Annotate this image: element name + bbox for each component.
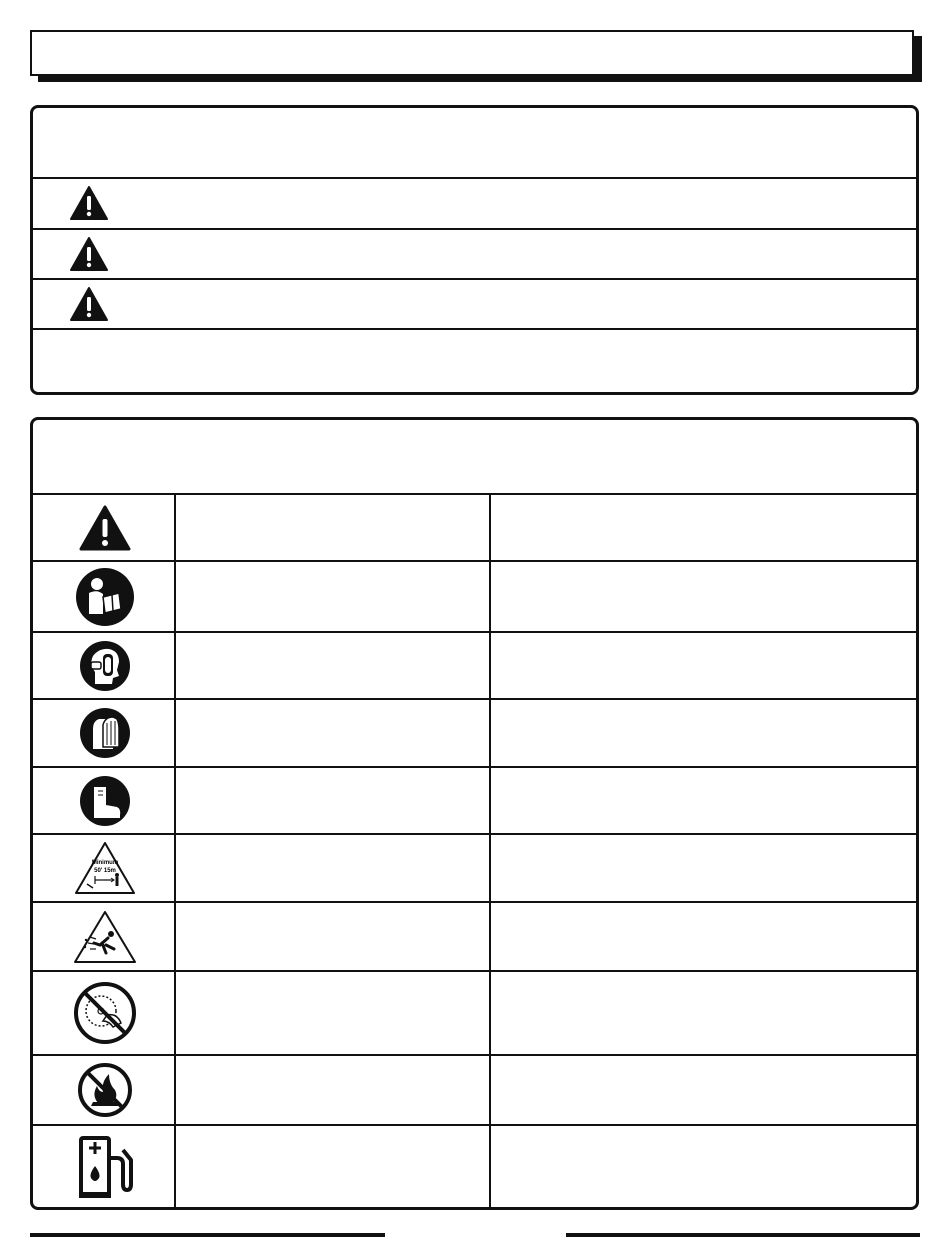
symbol-row bbox=[33, 700, 916, 766]
symbol-row bbox=[33, 1056, 916, 1124]
symbol-row bbox=[33, 1126, 916, 1207]
signal-row-2 bbox=[33, 230, 916, 278]
icon-distance-text: 50' 15m bbox=[93, 868, 116, 874]
symbol-row bbox=[33, 972, 916, 1054]
read-manual-icon bbox=[75, 567, 135, 627]
eye-ear-protection-icon bbox=[79, 640, 131, 692]
symbol-row bbox=[33, 835, 916, 901]
gloves-icon bbox=[79, 707, 131, 759]
no-fire-icon bbox=[77, 1062, 133, 1118]
warning-triangle-icon bbox=[69, 185, 109, 221]
signal-words-box bbox=[30, 105, 919, 395]
safety-symbols-box bbox=[30, 417, 919, 1210]
safety-alert-icon bbox=[78, 504, 132, 552]
signal-row-1 bbox=[33, 179, 916, 228]
warning-triangle-icon bbox=[69, 236, 109, 272]
fuel-pump-icon bbox=[75, 1134, 135, 1200]
signal-row-3 bbox=[33, 280, 916, 328]
keep-bystanders-away-icon bbox=[73, 840, 137, 896]
footer-rule-left bbox=[30, 1233, 385, 1237]
symbol-row bbox=[33, 903, 916, 970]
symbol-row bbox=[33, 633, 916, 698]
symbol-row bbox=[33, 562, 916, 631]
warning-triangle-icon bbox=[69, 286, 109, 322]
thrown-objects-icon bbox=[72, 909, 138, 965]
page-title-bar bbox=[30, 30, 914, 76]
symbol-row bbox=[33, 768, 916, 833]
boots-icon bbox=[79, 775, 131, 827]
footer-rule-right bbox=[566, 1233, 920, 1237]
no-blade-icon bbox=[73, 981, 137, 1045]
symbol-row bbox=[33, 495, 916, 560]
icon-minimum-text: Minimum bbox=[91, 860, 118, 866]
